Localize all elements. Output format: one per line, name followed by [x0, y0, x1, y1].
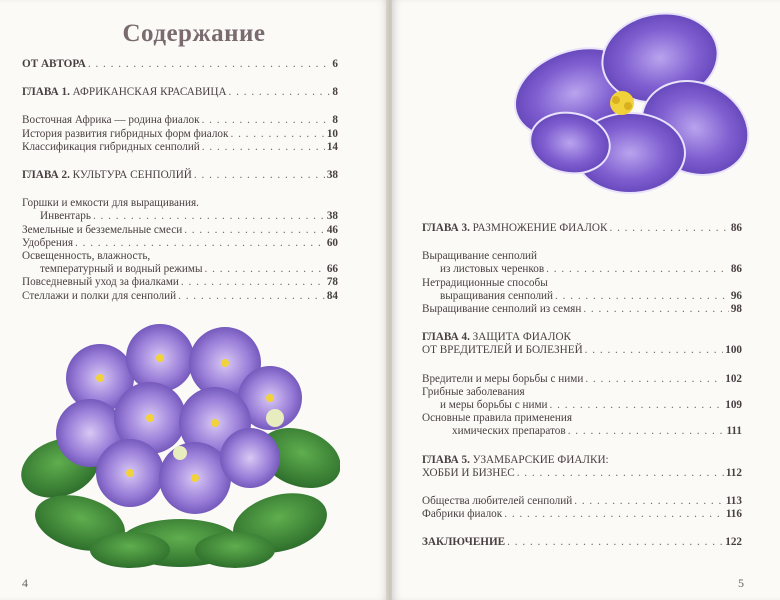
- toc-entry-label: [22, 169, 192, 182]
- toc-entry: [22, 86, 338, 99]
- toc-page-number: 100: [725, 344, 742, 357]
- left-page: [0, 0, 388, 600]
- toc-entry: [422, 386, 742, 399]
- toc-gap: [422, 358, 742, 373]
- dot-leader: [555, 290, 729, 303]
- toc-entry-label: [40, 263, 203, 276]
- toc-entry-text: химических препаратов: [452, 425, 566, 438]
- toc-entry-text: ЗАЩИТА ФИАЛОК: [469, 331, 571, 344]
- toc-entry-label: [422, 467, 515, 480]
- dot-leader: [507, 536, 723, 549]
- toc-entry: [22, 58, 338, 71]
- dot-leader: [205, 263, 325, 276]
- toc-entry: [22, 114, 338, 127]
- chapter-number: ГЛАВА 1.: [22, 86, 70, 99]
- toc-entry-text: Основные правила применения: [422, 412, 573, 425]
- toc-entry-label: [422, 331, 571, 343]
- dot-leader: [202, 114, 331, 127]
- dot-leader: [517, 467, 724, 480]
- toc-entry-label: [22, 237, 73, 250]
- toc-page-number: 38: [326, 169, 338, 182]
- toc-page-number: 6: [332, 58, 338, 70]
- toc-right: [422, 222, 742, 550]
- toc-entry-label: [22, 250, 150, 262]
- toc-entry: [22, 169, 338, 182]
- toc-entry-label: [22, 197, 199, 209]
- toc-entry: [422, 250, 742, 263]
- dot-leader: [229, 86, 331, 99]
- toc-entry-text: Удобрения: [22, 236, 74, 249]
- toc-entry-label: [22, 86, 227, 99]
- dot-leader: [181, 276, 325, 289]
- toc-page-number: 111: [726, 425, 742, 438]
- toc-entry: [422, 373, 742, 386]
- chapter-number: ГЛАВА 2.: [22, 169, 70, 182]
- right-page: [392, 0, 780, 600]
- toc-entry-text: РАЗМНОЖЕНИЕ ФИАЛОК: [469, 222, 608, 234]
- toc-gap: [422, 316, 742, 331]
- toc-entry-text: УЗАМБАРСКИЕ ФИАЛКИ:: [469, 453, 609, 466]
- toc-entry-label: [422, 508, 502, 521]
- dot-leader: [75, 237, 325, 250]
- toc-page-number: 122: [725, 536, 742, 549]
- chapter-number: ГЛАВА 3.: [422, 222, 470, 234]
- toc-entry-text: Нетрадиционные способы: [422, 276, 548, 289]
- toc-entry-label: [422, 277, 548, 289]
- toc-entry: [422, 536, 742, 549]
- toc-page-number: 109: [725, 399, 742, 412]
- chapter-number: ГЛАВА 4.: [422, 331, 470, 344]
- toc-entry: [422, 303, 742, 316]
- toc-entry-text: Вредители и меры борьбы с ними: [422, 372, 584, 385]
- toc-entry-text: из листовых черенков: [440, 263, 545, 276]
- toc-entry-text: ЗАКЛЮЧЕНИЕ: [422, 536, 506, 549]
- toc-entry-text: Грибные заболевания: [422, 385, 525, 398]
- dot-leader: [93, 210, 325, 223]
- toc-gap: [22, 182, 338, 197]
- dot-leader: [585, 373, 723, 386]
- toc-entry: [22, 237, 338, 250]
- toc-entry-text: Выращивание сенполий из семян: [422, 303, 582, 316]
- dot-leader: [546, 263, 729, 276]
- toc-entry-label: [22, 114, 200, 127]
- toc-entry-text: и меры борьбы с ними: [440, 399, 548, 412]
- toc-entry-label: [452, 425, 566, 438]
- toc-gap: [422, 480, 742, 495]
- toc-page-number: 84: [326, 289, 338, 302]
- toc-entry-label: [422, 303, 581, 316]
- toc-page-number: 116: [725, 508, 742, 521]
- toc-gap: [22, 99, 338, 114]
- dot-leader: [88, 58, 331, 71]
- toc-entry-label: [422, 495, 572, 508]
- toc-entry: [422, 331, 742, 344]
- toc-entry: [22, 141, 338, 154]
- toc-entry-label: [22, 290, 176, 303]
- toc-entry: [422, 412, 742, 425]
- toc-entry-text: ОТ ВРЕДИТЕЛЕЙ И БОЛЕЗНЕЙ: [422, 344, 583, 357]
- toc-entry-text: Земельные и безземельные смеси: [22, 223, 183, 236]
- toc-entry: [422, 467, 742, 480]
- toc-entry: [422, 399, 742, 412]
- toc-entry: [422, 222, 742, 235]
- toc-entry-text: Повседневный уход за фиалками: [22, 276, 179, 289]
- dot-leader: [230, 128, 324, 141]
- toc-entry-text: температурный и водный режимы: [40, 263, 203, 276]
- flower-stamen: [610, 91, 634, 115]
- toc-page-number: 86: [730, 263, 742, 276]
- toc-page-number: 86: [730, 222, 742, 234]
- toc-entry: [422, 290, 742, 303]
- dot-leader: [202, 141, 325, 154]
- toc-entry: [22, 224, 338, 237]
- toc-entry: [22, 263, 338, 276]
- toc-gap: [422, 521, 742, 536]
- toc-entry-label: [440, 290, 553, 303]
- toc-entry-label: [422, 222, 607, 235]
- toc-page-number: 8: [332, 114, 338, 127]
- toc-entry: [422, 454, 742, 467]
- toc-entry: [22, 276, 338, 289]
- toc-page-number: 38: [326, 210, 338, 223]
- toc-page-number: 98: [730, 303, 742, 316]
- dot-leader: [609, 222, 728, 235]
- toc-entry: [22, 290, 338, 303]
- toc-entry: [422, 495, 742, 508]
- toc-page-number: 78: [326, 276, 338, 289]
- violet-bouquet-photo: [20, 318, 340, 568]
- flower-cluster: [56, 324, 302, 514]
- dot-leader: [574, 495, 724, 508]
- toc-entry-label: [22, 224, 182, 237]
- toc-page-number: 113: [725, 495, 742, 508]
- toc-page-number: 102: [725, 372, 742, 385]
- toc-entry-text: Классификация гибридных сенполий: [22, 140, 200, 153]
- toc-entry-label: [22, 128, 228, 141]
- page-title: Содержание: [122, 20, 266, 47]
- toc-entry: [22, 210, 338, 223]
- toc-entry-label: [22, 58, 86, 71]
- toc-entry: [422, 508, 742, 521]
- toc-entry-text: Горшки и емкости для выращивания.: [22, 197, 199, 210]
- toc-entry-label: [422, 386, 525, 398]
- toc-entry: [22, 128, 338, 141]
- toc-entry-label: [422, 536, 505, 549]
- toc-entry-text: Выращивание сенполий: [422, 250, 538, 263]
- toc-gap: [22, 71, 338, 86]
- toc-entry: [422, 263, 742, 276]
- dot-leader: [568, 425, 725, 438]
- toc-entry-text: Восточная Африка — родина фиалок: [22, 114, 200, 127]
- toc-entry-text: ХОББИ И БИЗНЕС: [422, 466, 515, 479]
- dot-leader: [194, 169, 325, 182]
- toc-page-number: 112: [725, 466, 742, 479]
- toc-entry: [22, 250, 338, 263]
- toc-entry-label: [440, 399, 548, 412]
- toc-page-number: 14: [326, 140, 338, 153]
- dot-leader: [184, 224, 325, 237]
- toc-page-number: 46: [326, 223, 338, 236]
- toc-entry-label: [422, 250, 537, 262]
- toc-entry-text: Освещенность, влажность,: [22, 250, 151, 263]
- toc-page-number: 60: [326, 236, 338, 249]
- toc-entry-text: ОТ АВТОРА: [22, 58, 86, 70]
- toc-entry-label: [422, 373, 583, 386]
- toc-gap: [22, 154, 338, 169]
- toc-entry-text: АФРИКАНСКАЯ КРАСАВИЦА: [69, 86, 227, 99]
- toc-entry-text: КУЛЬТУРА СЕНПОЛИЙ: [69, 169, 192, 182]
- toc-entry-label: [440, 263, 544, 276]
- dot-leader: [585, 344, 724, 357]
- toc-entry-text: История развития гибридных форм фиалок: [22, 127, 229, 140]
- toc-left: [22, 58, 338, 303]
- dot-leader: [504, 508, 724, 521]
- toc-entry-text: Общества любителей сенполий: [422, 495, 573, 508]
- toc-page-number: 66: [326, 263, 338, 276]
- chapter-number: ГЛАВА 5.: [422, 453, 470, 466]
- dot-leader: [178, 290, 325, 303]
- toc-gap: [422, 439, 742, 454]
- toc-entry-text: Фабрики фиалок: [422, 508, 503, 521]
- toc-page-number: 8: [332, 86, 338, 99]
- toc-entry-text: выращивания сенполий: [440, 289, 554, 302]
- toc-entry-label: [422, 454, 609, 466]
- toc-entry: [422, 277, 742, 290]
- toc-entry-text: Стеллажи и полки для сенполий: [22, 289, 177, 302]
- toc-entry-label: [40, 210, 91, 223]
- violet-flower-photo: [510, 8, 750, 203]
- toc-entry: [422, 344, 742, 357]
- toc-entry-label: [22, 276, 179, 289]
- toc-entry-text: Инвентарь: [40, 210, 91, 223]
- page-number-right: 5: [738, 576, 744, 590]
- toc-entry-label: [22, 141, 200, 154]
- dot-leader: [550, 399, 724, 412]
- toc-page-number: 10: [326, 127, 338, 140]
- toc-entry-label: [422, 412, 572, 424]
- page-number-left: 4: [22, 576, 28, 590]
- toc-entry: [422, 425, 742, 438]
- toc-entry-label: [422, 344, 583, 357]
- dot-leader: [583, 303, 729, 316]
- toc-gap: [422, 235, 742, 250]
- toc-page-number: 96: [730, 289, 742, 302]
- toc-entry: [22, 197, 338, 210]
